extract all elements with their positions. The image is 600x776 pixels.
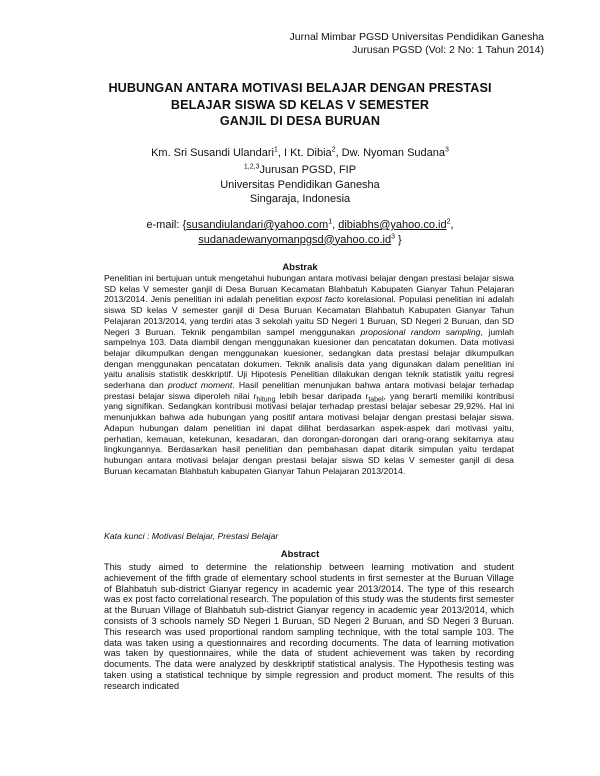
- abstrak-emphasis-2: proposional random sampling: [360, 326, 481, 337]
- author-1: Km. Sri Susandi Ulandari: [151, 147, 274, 159]
- email-1-sup: 1: [328, 218, 333, 226]
- author-2-sup: 2: [331, 146, 336, 154]
- journal-name: Jurnal Mimbar PGSD Universitas Pendidikan Ganesha: [289, 31, 544, 43]
- abstrak-emphasis-3: product moment: [167, 380, 233, 391]
- affiliation-city: Singaraja, Indonesia: [249, 193, 351, 205]
- affiliation-sup: 1,2,3: [243, 163, 260, 171]
- affiliation: [60, 163, 540, 207]
- email-list: [60, 218, 540, 247]
- journal-volume: Jurusan PGSD (Vol: 2 No: 1 Tahun 2014): [352, 44, 544, 56]
- abstrak-text-1: Penelitian ini bertujuan untuk mengetahui hubungan antara motivasi belajar dengan prestasi belajar siswa SD kelas V semester ganjil di Desa Buruan Kecamatan Blahbatuh Kabupaten Gianyar Tahun Pelajaran 2013/2014. Jenis penelitian ini adalah penelitian: [104, 273, 514, 305]
- affiliation-dept: Jurusan PGSD, FIP: [259, 164, 357, 176]
- abstrak-text-2: korelasional. Populasi penelitian ini adalah siswa SD kelas V semester ganjil di Desa Buruan Kecamatan Blahbatuh Kabupaten Gianyar Tahun Pelajaran 2013/2014, yang terdiri atas 3 sekolah yaitu SD Negeri 1 Buruan, SD Negeri 2 Buruan, dan SD Negeri 3 Buruan. Teknik pengambilan sampel menggunakan: [104, 294, 514, 337]
- email-link-2[interactable]: dibiabhs@yahoo.co.id: [338, 219, 447, 231]
- abstrak-heading: Abstrak: [282, 262, 318, 273]
- email-link-3[interactable]: sudanadewanyomanpgsd@yahoo.co.id: [198, 233, 392, 246]
- affiliation-university: Universitas Pendidikan Ganesha: [220, 178, 380, 191]
- paper-title: [60, 80, 540, 130]
- abstrak-text-3: , jumlah sampelnya 103. Data diambil dengan menggunakan kuesioner dan pencatatan dokumen. Data motivasi belajar dikumpulkan dengan menggunakan kuesioner, sedangkan data prestasi belajar dikumpulkan dengan menggunakan pencatatan dokumen. Teknik analisis data yang digunakan dalam penelitian ini yaitu analisis statistik deskkriptif. Uji Hipotesis Penelitian dilakukan dengan teknik statistik yaitu regresi sederhana dan: [104, 326, 515, 391]
- abstrak-text-6: , yang berarti memiliki kontribusi yang signifikan. Sedangkan kontribusi motivasi belajar terhadap prestasi belajar sebesar 29,92%. Hal ini menunjukkan bahwa ada hubungan yang positif antara motivasi belajar dengan prestasi belajar siswa. Adapun hubungan dalam penelitian ini dapat dilihat berdasarkan aspek-aspek dari motivasi yaitu, perhatian, kemauan, ketekunan, kesadaran, dan dorongan-dorongan dari orang-orang sekitarnya atau lingkungannya. Berdasarkan hasil penelitian dan pembahasan dapat ditarik simpulan yaitu terdapat hubungan antara motivasi belajar dengan prestasi belajar siswa SD kelas V semester ganjil di desa Buruan kecamatan Blahbatuh kabupaten Gianyar Tahun Pelajaran 2013/2014.: [104, 390, 514, 476]
- email-link-1[interactable]: susandiulandari@yahoo.com: [186, 219, 329, 231]
- abstract-heading: Abstract: [280, 549, 320, 560]
- email-prefix: e-mail: {: [146, 219, 187, 231]
- keywords: Kata kunci : Motivasi Belajar, Prestasi Belajar: [104, 531, 279, 541]
- r-tabel-sub: tabel: [368, 396, 384, 404]
- email-sep-2: ,: [450, 219, 454, 231]
- email-suffix: }: [394, 233, 402, 246]
- abstrak-text-4: . Hasil penelitian menunjukan bahwa antara motivasi belajar terhadap prestasi belajar siswa diperoleh nilai r: [104, 380, 514, 401]
- author-1-sup: 1: [273, 146, 278, 154]
- abstrak-paragraph: [104, 273, 514, 476]
- email-2-sup: 2: [446, 218, 451, 226]
- title-line-2: BELAJAR SISWA SD KELAS V SEMESTER: [170, 97, 430, 112]
- abstract-paragraph: This study aimed to determine the relationship between learning motivation and student achievement of the fifth grade of elementary school students in first semester at the Buruan Village of Blahbatuh sub-district Gianyar regency in academic year 2013/2014. The type of this research was ex post facto correlational research. The population of this study was the students first semester at the Buruan Village of Blahbatuh sub-district Gianyar regency in academic year 2013/2014, which consists of 3 schools namely SD Negeri 1 Buruan, SD Negeri 2 Buruan, and SD Negeri 3 Buruan. This research was used proportional random sampling technique, with the total sample 103. The data was taken using a questionnaires and recording documents. The data of learning motivation was taken by questionnaires, while the data of student achievement was taken by recording documents. The data were analyzed by deskkriptif statistical analysis. The Hypothesis testing was taken using a statistical technique by simple regression and product moment. The results of this research indicated: [104, 562, 514, 691]
- title-line-3: GANJIL DI DESA BURUAN: [219, 114, 381, 128]
- abstract-body: [104, 562, 514, 692]
- email-sep-1: ,: [332, 219, 339, 231]
- author-3: , Dw. Nyoman Sudana: [335, 147, 446, 159]
- abstrak-emphasis-1: expost facto: [296, 294, 344, 305]
- email-3-sup: 3: [391, 232, 395, 240]
- abstrak-body: [104, 273, 514, 476]
- abstrak-text-5: lebih besar daripada r: [275, 390, 369, 401]
- title-line-1: HUBUNGAN ANTARA MOTIVASI BELAJAR DENGAN PRESTASI: [108, 81, 492, 95]
- author-2: , I Kt. Dibia: [277, 147, 332, 159]
- author-3-sup: 3: [445, 146, 449, 154]
- journal-header: [290, 31, 544, 57]
- author-list: [60, 146, 540, 160]
- r-hitung-sub: hitung: [256, 396, 276, 404]
